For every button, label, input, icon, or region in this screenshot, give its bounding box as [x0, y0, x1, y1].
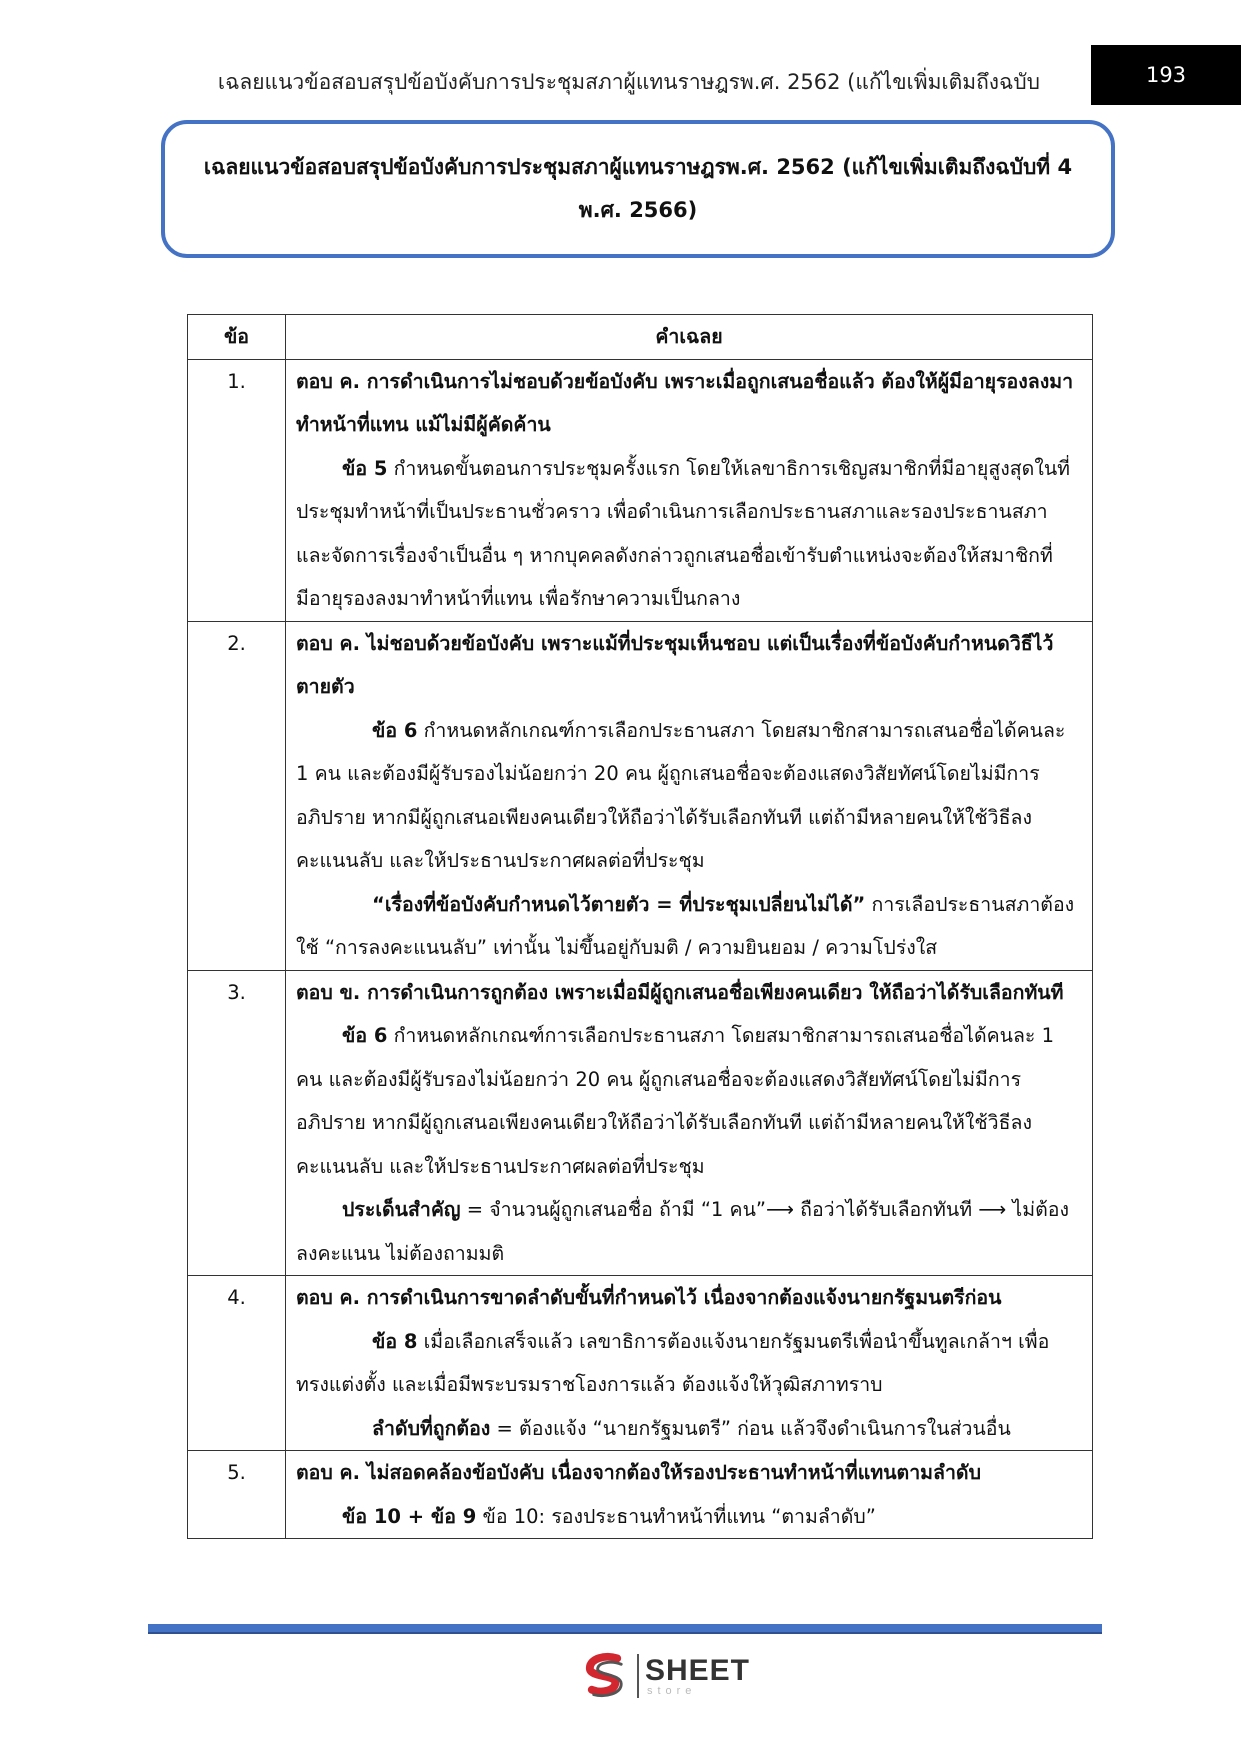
table-row — [188, 1276, 1093, 1451]
key-point-paragraph — [296, 883, 1082, 970]
answer-cell — [286, 1451, 1093, 1539]
sheet-logo-icon — [580, 1650, 631, 1702]
table-row — [188, 1451, 1093, 1539]
logo-subword: store — [646, 1684, 697, 1697]
clause-ref: ข้อ 6 — [372, 718, 418, 742]
table-row — [188, 970, 1093, 1276]
key-point-text: = จำนวนผู้ถูกเสนอชื่อ ถ้ามี “1 คน”⟶ ถือว่าได้รับเลือกทันที ⟶ ไม่ต้องลงคะแนน ไม่ต้องถามมติ — [296, 1198, 1069, 1265]
row-number: 2. — [188, 621, 286, 970]
sheet-store-logo — [580, 1648, 750, 1704]
logo-wordmark — [644, 1653, 750, 1697]
answer-lead: ตอบ ค. ไม่ชอบด้วยข้อบังคับ เพราะแม้ที่ประชุมเห็นชอบ แต่เป็นเรื่องที่ข้อบังคับกำหนดวิธีไว้ตายตัว — [296, 631, 1054, 698]
key-point-label: “เรื่องที่ข้อบังคับกำหนดไว้ตายตัว = ที่ประชุมเปลี่ยนไม่ได้” — [372, 892, 866, 916]
row-number: 5. — [188, 1451, 286, 1539]
answer-cell — [286, 1276, 1093, 1451]
header-answer: คำเฉลย — [286, 315, 1093, 360]
explanation-text: กำหนดหลักเกณฑ์การเลือกประธานสภา โดยสมาชิกสามารถเสนอชื่อได้คนละ 1 คน และต้องมีผู้รับรองไม่น้อยกว่า 20 คน ผู้ถูกเสนอชื่อจะต้องแสดงวิสัยทัศน์โดยไม่มีการอภิปราย หากมีผู้ถูกเสนอเพียงคนเดียวให้ถือว่าได้รับเลือกทันที แต่ถ้ามีหลายคนให้ใช้วิธีลงคะแนนลับ และให้ประธานประกาศผลต่อที่ประชุม — [296, 1024, 1055, 1178]
key-point-text: การเลือประธานสภาต้องใช้ “การลงคะแนนลับ” เท่านั้น ไม่ขึ้นอยู่กับมติ / ความยินยอม / ความโปร่งใส — [296, 892, 1075, 959]
explanation-paragraph — [296, 1014, 1082, 1188]
running-header: เฉลยแนวข้อสอบสรุปข้อบังคับการประชุมสภาผู้แทนราษฎรพ.ศ. 2562 (แก้ไขเพิ่มเติมถึงฉบับ — [217, 70, 1040, 94]
key-point-text: = ต้องแจ้ง “นายกรัฐมนตรี” ก่อน แล้วจึงดำเนินการในส่วนอื่น — [490, 1416, 1011, 1440]
row-number: 3. — [188, 970, 286, 1276]
answer-lead: ตอบ ค. ไม่สอดคล้องข้อบังคับ เนื่องจากต้องให้รองประธานทำหน้าที่แทนตามลำดับ — [296, 1461, 981, 1484]
answer-cell — [286, 621, 1093, 970]
row-number: 1. — [188, 359, 286, 621]
table-row — [188, 621, 1093, 970]
answer-lead: ตอบ ค. การดำเนินการไม่ชอบด้วยข้อบังคับ เพราะเมื่อถูกเสนอชื่อแล้ว ต้องให้ผู้มีอายุรองลงมาทำหน้าที่แทน แม้ไม่มีผู้คัดค้าน — [296, 369, 1074, 436]
answer-cell — [286, 359, 1093, 621]
footer-rule — [148, 1624, 1102, 1634]
explanation-text: กำหนดขั้นตอนการประชุมครั้งแรก โดยให้เลขาธิการเชิญสมาชิกที่มีอายุสูงสุดในที่ประชุมทำหน้าที่เป็นประธานชั่วคราว เพื่อดำเนินการเลือกประธานสภาและรองประธานสภา และจัดการเรื่องจำเป็นอื่น ๆ หากบุคคลดังกล่าวถูกเสนอชื่อเข้ารับตำแหน่งจะต้องให้สมาชิกที่มีอายุรองลงมาทำหน้าที่แทน เพื่อรักษาความเป็นกลาง — [296, 456, 1071, 610]
explanation-text: กำหนดหลักเกณฑ์การเลือกประธานสภา โดยสมาชิกสามารถเสนอชื่อได้คนละ 1 คน และต้องมีผู้รับรองไม่น้อยกว่า 20 คน ผู้ถูกเสนอชื่อจะต้องแสดงวิสัยทัศน์โดยไม่มีการอภิปราย หากมีผู้ถูกเสนอเพียงคนเดียวให้ถือว่าได้รับเลือกทันที แต่ถ้ามีหลายคนให้ใช้วิธีลงคะแนนลับ และให้ประธานประกาศผลต่อที่ประชุม — [296, 718, 1066, 872]
answer-lead: ตอบ ค. การดำเนินการขาดลำดับขั้นที่กำหนดไว้ เนื่องจากต้องแจ้งนายกรัฐมนตรีก่อน — [296, 1286, 1002, 1309]
logo-divider — [637, 1654, 639, 1698]
logo-word: SHEET — [644, 1653, 750, 1687]
table-row — [188, 359, 1093, 621]
answer-lead: ตอบ ข. การดำเนินการถูกต้อง เพราะเมื่อมีผู้ถูกเสนอชื่อเพียงคนเดียว ให้ถือว่าได้รับเลือกทันที — [296, 980, 1064, 1004]
page-number: 193 — [1091, 45, 1241, 105]
key-point-paragraph — [296, 1188, 1082, 1275]
table-header-row — [188, 315, 1093, 360]
explanation-paragraph — [296, 1320, 1082, 1407]
explanation-text: เมื่อเลือกเสร็จแล้ว เลขาธิการต้องแจ้งนายกรัฐมนตรีเพื่อนำขึ้นทูลเกล้าฯ เพื่อทรงแต่งตั้ง และเมื่อมีพระบรมราชโองการแล้ว ต้องแจ้งให้วุฒิสภาทราบ — [296, 1329, 1050, 1396]
key-point-label: ลำดับที่ถูกต้อง — [372, 1416, 491, 1440]
row-number: 4. — [188, 1276, 286, 1451]
clause-ref: ข้อ 8 — [372, 1329, 418, 1353]
key-point-label: ประเด็นสำคัญ — [342, 1198, 461, 1221]
explanation-paragraph — [296, 447, 1082, 621]
document-title: เฉลยแนวข้อสอบสรุปข้อบังคับการประชุมสภาผู้แทนราษฎรพ.ศ. 2562 (แก้ไขเพิ่มเติมถึงฉบับที่ 4 พ.ศ. 2566) — [203, 155, 1073, 222]
header-num: ข้อ — [188, 315, 286, 360]
explanation-paragraph — [296, 1495, 1082, 1539]
explanation-text: ข้อ 10: รองประธานทำหน้าที่แทน “ตามลำดับ” — [476, 1504, 876, 1528]
explanation-paragraph — [296, 709, 1082, 883]
clause-ref: ข้อ 6 — [342, 1024, 388, 1047]
title-box — [161, 120, 1115, 258]
clause-ref: ข้อ 10 + ข้อ 9 — [342, 1504, 477, 1528]
clause-ref: ข้อ 5 — [342, 456, 388, 480]
answer-table — [187, 314, 1093, 1539]
answer-cell — [286, 970, 1093, 1276]
key-point-paragraph — [296, 1407, 1082, 1451]
